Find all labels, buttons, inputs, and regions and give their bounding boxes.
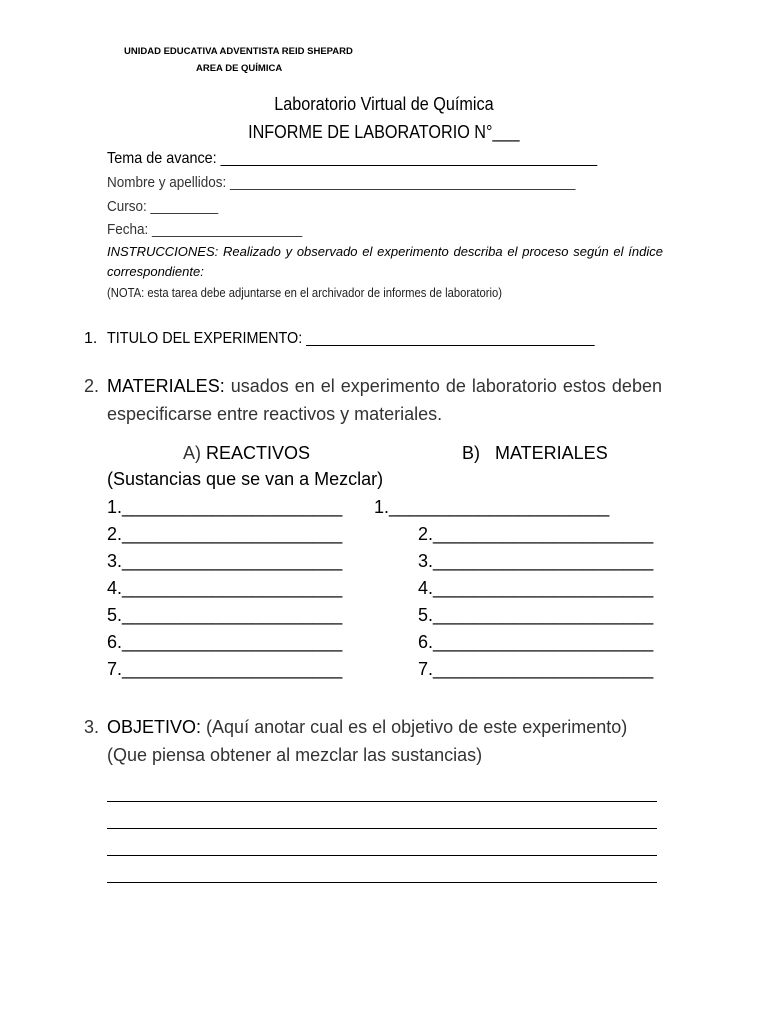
- school-name: UNIDAD EDUCATIVA ADVENTISTA REID SHEPARD: [124, 46, 353, 57]
- section-2-number: 2.: [84, 376, 100, 396]
- reactivo-item: 4.______________________: [107, 578, 343, 598]
- section-1-label: TITULO DEL EXPERIMENTO: ____________________________________: [107, 330, 595, 347]
- section-3-number: 3.: [84, 717, 100, 737]
- section-2-body: [107, 372, 662, 428]
- material-item: 4.______________________: [418, 578, 654, 598]
- reactivo-item: 5.______________________: [107, 605, 343, 625]
- fecha-text: Fecha: ____________________: [107, 221, 303, 238]
- reactivo-item: 6.______________________: [107, 632, 343, 652]
- section-2-text: usados en el experimento de laboratorio estos deben especificarse entre reactivos y materiales.: [107, 376, 662, 424]
- material-item: 5.______________________: [418, 605, 654, 625]
- material-item: 6.______________________: [418, 632, 654, 652]
- material-item: 7.______________________: [418, 659, 654, 679]
- reactivos-subheading: (Sustancias que se van a Mezclar): [107, 469, 384, 489]
- nombre-text: Nombre y apellidos: ______________________________________________: [107, 174, 576, 191]
- reactivo-item: 7.______________________: [107, 659, 343, 679]
- reactivo-item: 1.______________________: [107, 497, 343, 517]
- material-item: 3.______________________: [418, 551, 654, 571]
- reactivos-letter: A): [183, 443, 201, 463]
- area-name: AREA DE QUÍMICA: [196, 63, 283, 74]
- tema-text: Tema de avance: _______________________________________________: [107, 150, 598, 167]
- document-title-text: Laboratorio Virtual de Química: [274, 94, 494, 114]
- fecha-field: [107, 221, 324, 238]
- note: [107, 286, 546, 300]
- materiales-heading: B) MATERIALES: [462, 443, 608, 463]
- reactivos-heading-text: REACTIVOS: [206, 443, 311, 463]
- nombre-field: [107, 174, 627, 191]
- section-3-body: [107, 713, 667, 769]
- section-1-title: [84, 330, 649, 348]
- material-item: 1.______________________: [374, 497, 610, 517]
- tema-field: [107, 150, 652, 168]
- document-title: [0, 94, 768, 115]
- reactivos-heading: [183, 443, 310, 464]
- section-3-label: OBJETIVO:: [107, 717, 202, 737]
- document-subtitle: [0, 122, 768, 143]
- answer-line: [107, 855, 657, 856]
- answer-line: [107, 801, 657, 802]
- reactivo-item: 3.______________________: [107, 551, 343, 571]
- instructions: INSTRUCCIONES: Realizado y observado el experimento describa el proceso según el índice correspondiente:: [107, 244, 663, 279]
- curso-field: [107, 198, 230, 215]
- note-text: (NOTA: esta tarea debe adjuntarse en el archivador de informes de laboratorio): [107, 286, 503, 300]
- answer-line: [107, 882, 657, 883]
- document-subtitle-text: INFORME DE LABORATORIO N°___: [248, 122, 520, 142]
- section-3-text: (Aquí anotar cual es el objetivo de este experimento) (Que piensa obtener al mezclar las sustancias): [107, 717, 628, 765]
- section-1-number: 1.: [84, 330, 98, 347]
- section-2-label: MATERIALES:: [107, 376, 225, 396]
- curso-text: Curso: _________: [107, 198, 219, 215]
- answer-line: [107, 828, 657, 829]
- material-item: 2.______________________: [418, 524, 654, 544]
- reactivo-item: 2.______________________: [107, 524, 343, 544]
